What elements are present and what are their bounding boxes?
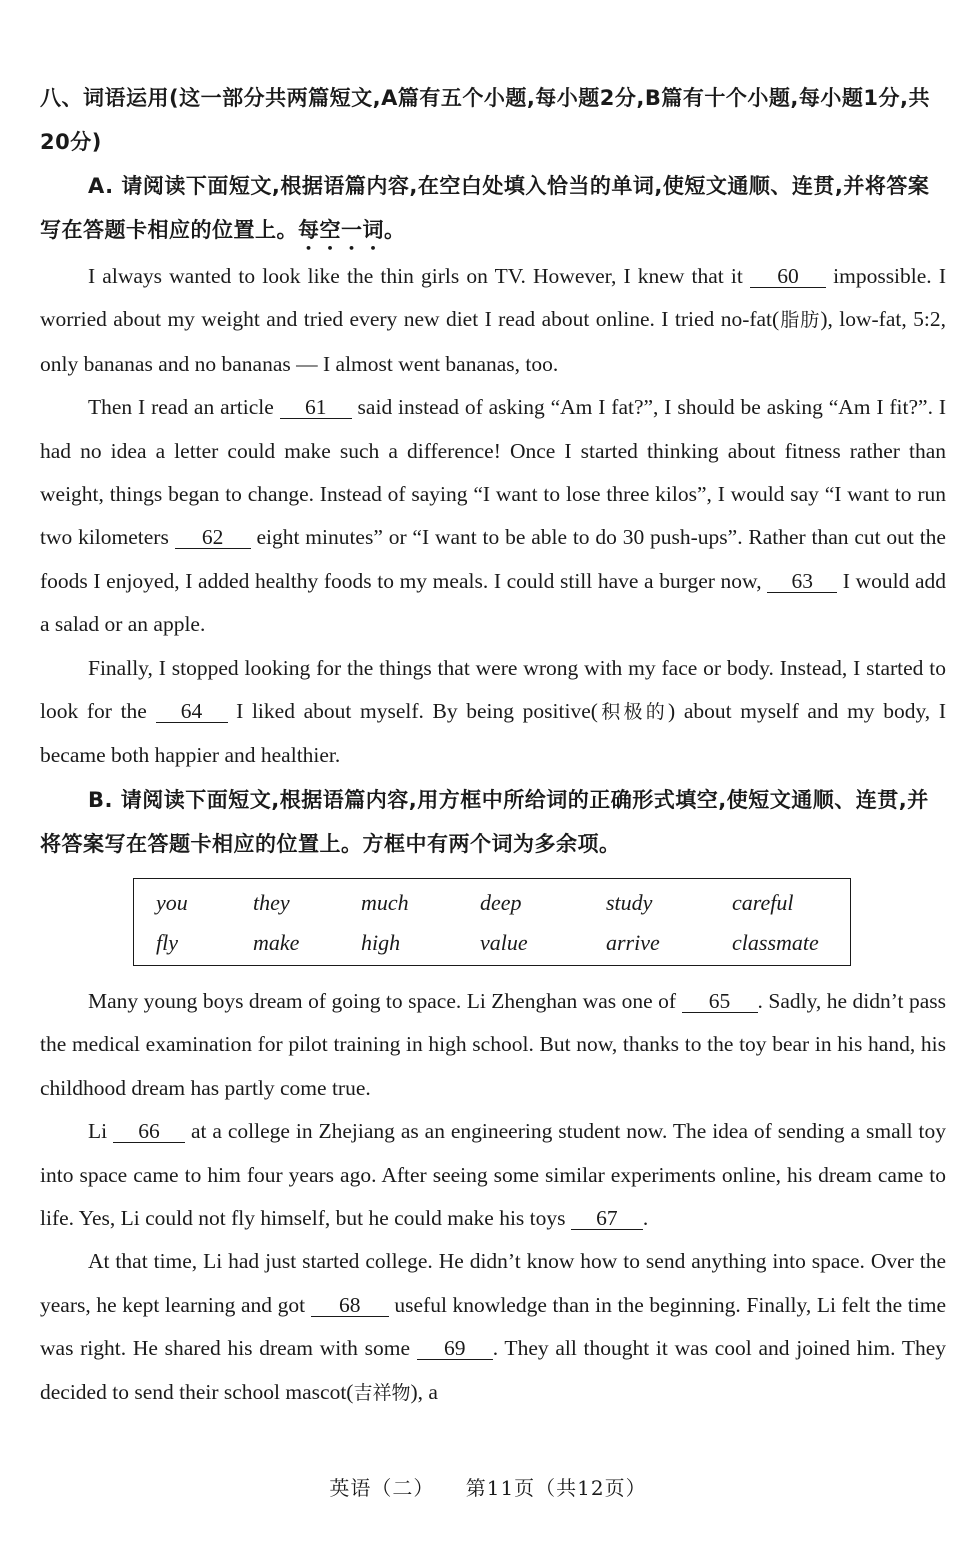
text: Many young boys dream of going to space. Li Zhenghan was one of — [88, 988, 682, 1013]
word-box-item: study — [606, 889, 653, 915]
part-b-paragraph-2 — [40, 1110, 946, 1240]
blank-69[interactable]: 69 — [417, 1337, 493, 1360]
word-box-item: make — [253, 929, 300, 955]
text: . They all thought it was cool and joined him. They decided to send their school mascot( — [40, 1336, 947, 1404]
word-box-item: high — [361, 929, 401, 955]
text: I liked about myself. By being positive( — [227, 699, 598, 724]
gloss: 积极的 — [597, 701, 669, 724]
word-box-item: deep — [480, 889, 522, 915]
word-box-item: they — [253, 889, 290, 915]
part-a-paragraph-3 — [40, 647, 946, 778]
text: I always wanted to look like the thin girls on TV. However, I knew that it — [88, 264, 750, 288]
word-box-item: arrive — [606, 929, 660, 955]
blank-63[interactable]: 63 — [767, 570, 837, 593]
part-a-instruction-end: 。 — [384, 218, 406, 242]
text: said instead of asking “Am I fat?”, I should be asking “Am I fit?”. I had no idea a letter could make such a difference! Once I started thinking about fitness rather than weight, things began to change. Instead of saying “I want to lose three kilos”, I would say “I want to run two kilometers — [40, 395, 946, 550]
footer-page-number: 第11页（共12页） — [465, 1476, 647, 1500]
part-a-instruction-emphasis: 每空一词 — [298, 218, 384, 242]
part-a-instruction — [40, 164, 946, 255]
gloss: 吉祥物 — [353, 1381, 411, 1404]
blank-65[interactable]: 65 — [682, 990, 758, 1013]
section-title: 八、词语运用(这一部分共两篇短文,A篇有五个小题,每小题2分,B篇有十个小题,每小题1分,共20分) — [40, 86, 930, 154]
text: eight minutes” or “I want to be able to do 30 push-ups”. Rather than cut out the foods I enjoyed, I added healthy foods to my meals. I could still have a burger now, — [40, 525, 946, 593]
text: ), a — [410, 1379, 438, 1404]
word-box-item: classmate — [732, 929, 819, 955]
text: I would add a salad or an apple. — [40, 568, 946, 637]
text: Li — [88, 1119, 114, 1144]
blank-60[interactable]: 60 — [750, 265, 826, 288]
text: useful knowledge than in the beginning. Finally, Li felt the time was right. He shared his dream with some — [40, 1292, 946, 1361]
word-box-item: you — [156, 889, 188, 915]
part-b-instruction: B. 请阅读下面短文,根据语篇内容,用方框中所给词的正确形式填空,使短文通顺、连贯,并将答案写在答题卡相应的位置上。方框中有两个词为多余项。 — [40, 787, 929, 856]
page-footer — [0, 1472, 976, 1501]
word-box-item: value — [480, 929, 528, 955]
text: ) about myself and my body, I became both happier and healthier. — [40, 699, 946, 768]
footer-subject: 英语（二） — [329, 1476, 435, 1500]
part-a-paragraph-1 — [40, 255, 946, 386]
blank-67[interactable]: 67 — [571, 1207, 643, 1230]
part-b-paragraph-1 — [40, 980, 946, 1110]
word-box-item: fly — [156, 929, 178, 955]
blank-61[interactable]: 61 — [280, 396, 352, 419]
word-box-item: careful — [732, 889, 794, 915]
text: ), low-fat, 5:2, only bananas and no bananas — I almost went bananas, too. — [40, 307, 946, 376]
part-a-paragraph-2 — [40, 386, 946, 646]
part-a-instruction-text: A. 请阅读下面短文,根据语篇内容,在空白处填入恰当的单词,使短文通顺、连贯,并将答案写在答题卡相应的位置上。 — [40, 174, 930, 242]
text: impossible. I worried about my weight and tried every new diet I read about online. I tried no-fat( — [40, 264, 946, 332]
text: . — [642, 1205, 649, 1230]
part-b-paragraph-3 — [40, 1240, 946, 1415]
blank-64[interactable]: 64 — [156, 700, 228, 723]
text: Then I read an article — [88, 395, 280, 420]
text: at a college in Zhejiang as an engineering student now. The idea of sending a small toy into space came to him four years ago. After seeing some similar experiments online, his dream came to life. Yes, Li could not fly himself, but he could make his toys — [40, 1119, 946, 1230]
word-box-item: much — [361, 889, 409, 915]
gloss: 脂肪 — [779, 309, 821, 332]
blank-68[interactable]: 68 — [311, 1294, 389, 1317]
blank-62[interactable]: 62 — [175, 526, 251, 549]
text: . Sadly, he didn’t pass the medical examination for pilot training in high school. But now, thanks to the toy bear in his hand, his childhood dream has partly come true. — [40, 988, 946, 1100]
blank-66[interactable]: 66 — [113, 1120, 185, 1143]
text: At that time, Li had just started college. He didn’t know how to send anything into space. Over the years, he kept learning and got — [40, 1249, 946, 1317]
word-box — [133, 878, 851, 966]
text: Finally, I stopped looking for the things that were wrong with my face or body. Instead, I started to look for the — [40, 655, 946, 724]
